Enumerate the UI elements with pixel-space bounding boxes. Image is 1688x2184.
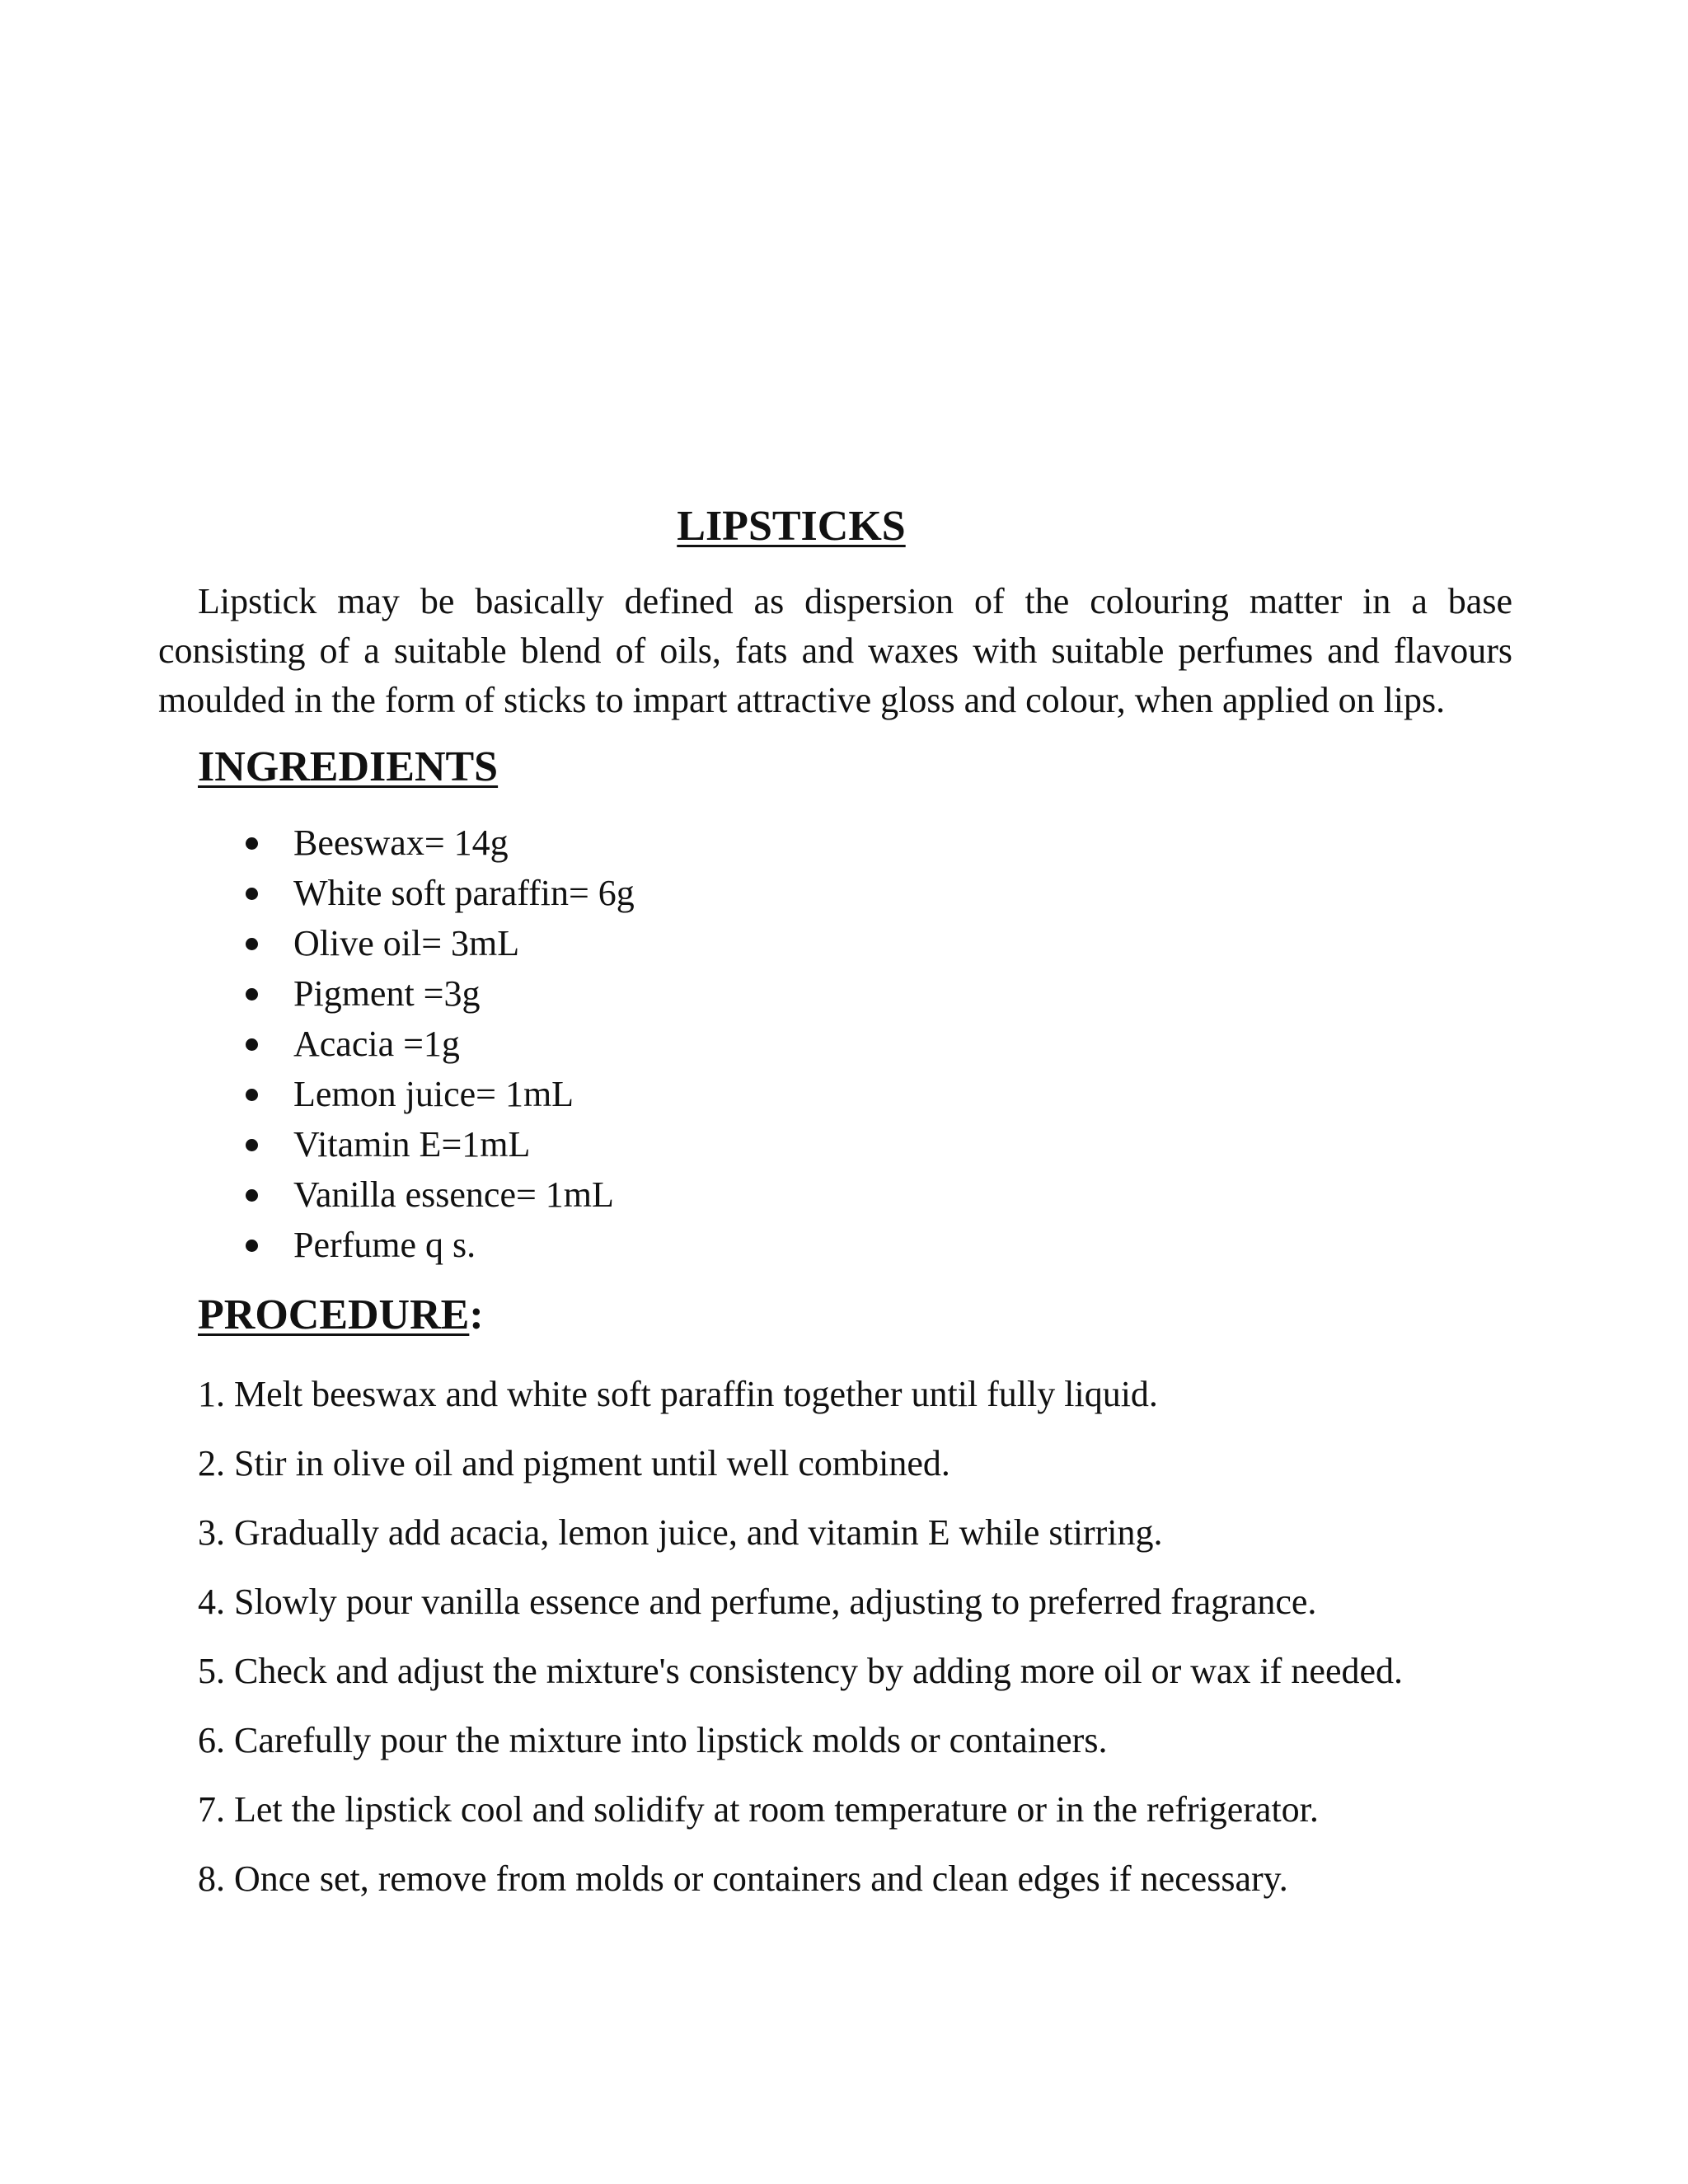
list-item: [239, 1119, 635, 1169]
bullet-icon: [246, 1038, 258, 1051]
ingredient-text: Lemon juice= 1mL: [293, 1074, 574, 1114]
intro-paragraph: Lipstick may be basically defined as dispersion of the colouring matter in a base consisting of a suitable blend of oils, fats and waxes with suitable perfumes and flavours moulded in the form of sticks to impart attractive gloss and colour, when applied on lips.: [158, 581, 1512, 720]
bullet-icon: [246, 1240, 258, 1252]
procedure-heading-text: PROCEDURE: [198, 1291, 470, 1338]
bullet-icon: [246, 888, 258, 900]
list-item: [239, 818, 635, 868]
procedure-step: 5. Check and adjust the mixture's consistency by adding more oil or wax if needed.: [198, 1651, 1404, 1691]
ingredient-text: Vanilla essence= 1mL: [293, 1174, 614, 1215]
procedure-heading: [198, 1290, 484, 1341]
ingredient-text: Perfume q s.: [293, 1225, 476, 1265]
bullet-icon: [246, 988, 258, 1001]
bullet-icon: [246, 837, 258, 850]
list-item: [239, 1169, 635, 1220]
ingredients-heading: [198, 742, 498, 793]
list-item: [239, 868, 635, 918]
bullet-icon: [246, 1189, 258, 1202]
procedure-step: 6. Carefully pour the mixture into lipstick molds or containers.: [198, 1720, 1108, 1760]
list-item: [239, 1069, 635, 1119]
ingredients-heading-text: INGREDIENTS: [198, 743, 499, 790]
procedure-step: 3. Gradually add acacia, lemon juice, and vitamin E while stirring.: [198, 1512, 1163, 1553]
ingredient-text: Acacia =1g: [293, 1024, 460, 1064]
bullet-icon: [246, 1139, 258, 1151]
ingredient-text: Beeswax= 14g: [293, 823, 509, 863]
page-title: LIPSTICKS: [677, 503, 906, 550]
list-item: [239, 918, 635, 968]
list-item: [239, 1220, 635, 1270]
ingredients-list: [239, 818, 635, 1270]
bullet-icon: [246, 1089, 258, 1101]
ingredient-text: White soft paraffin= 6g: [293, 873, 635, 913]
list-item: [239, 1019, 635, 1069]
procedure-step: 8. Once set, remove from molds or containers and clean edges if necessary.: [198, 1858, 1288, 1899]
list-item: [239, 968, 635, 1019]
ingredient-text: Olive oil= 3mL: [293, 923, 520, 963]
procedure-steps: [198, 1360, 1403, 1914]
procedure-heading-colon: :: [469, 1291, 484, 1338]
procedure-step: 1. Melt beeswax and white soft paraffin together until fully liquid.: [198, 1374, 1158, 1414]
procedure-step: 2. Stir in olive oil and pigment until well combined.: [198, 1443, 950, 1483]
ingredient-text: Pigment =3g: [293, 973, 481, 1014]
procedure-step: 7. Let the lipstick cool and solidify at room temperature or in the refrigerator.: [198, 1789, 1319, 1830]
ingredient-text: Vitamin E=1mL: [293, 1124, 531, 1165]
procedure-step: 4. Slowly pour vanilla essence and perfume, adjusting to preferred fragrance.: [198, 1582, 1317, 1622]
bullet-icon: [246, 938, 258, 950]
